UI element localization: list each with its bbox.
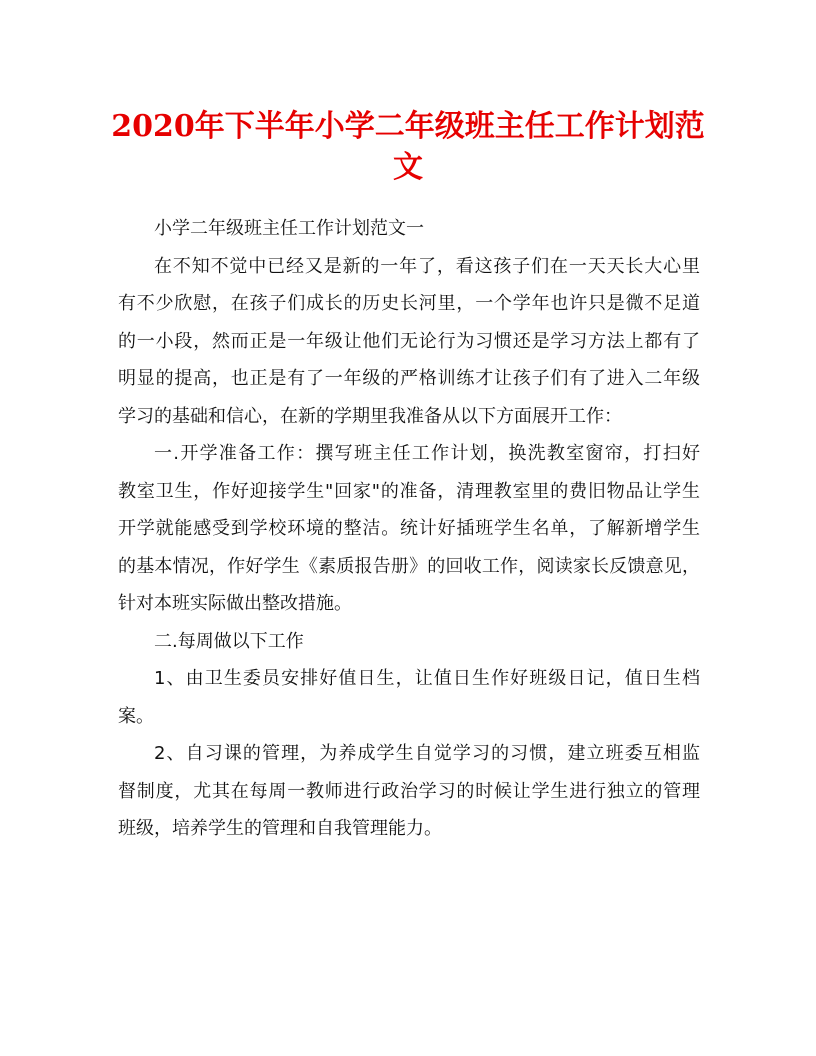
text-line: 班级，培养学生的管理和自我管理能力。 bbox=[118, 818, 442, 839]
text-line: 的一小段，然而正是一年级让他们无论行为习惯还是学习方法上都有了 bbox=[118, 330, 700, 352]
text-line: 有不少欣慰，在孩子们成长的历史长河里，一个学年也许只是微不足道 bbox=[118, 293, 700, 314]
text-line: 在不知不觉中已经又是新的一年了，看这孩子们在一天天长大心里 bbox=[154, 255, 700, 277]
document-title-line-1: 2020年下半年小学二年级班主任工作计划范 bbox=[111, 109, 705, 144]
paragraph-item-2 bbox=[118, 735, 700, 848]
paragraph-item-1 bbox=[118, 660, 700, 735]
paragraph-section-1 bbox=[118, 435, 700, 623]
text-line: 案。 bbox=[118, 705, 154, 727]
text-line: 学习的基础和信心，在新的学期里我准备从以下方面展开工作： bbox=[118, 405, 622, 427]
text-line: 2、自习课的管理，为养成学生自觉学习的习惯，建立班委互相监 bbox=[154, 743, 700, 764]
document-title-line-2: 文 bbox=[393, 150, 423, 185]
text-line: 明显的提高，也正是有了一年级的严格训练才让孩子们有了进入二年级 bbox=[118, 368, 700, 389]
text-line: 小学二年级班主任工作计划范文一 bbox=[154, 218, 424, 239]
text-line: 教室卫生，作好迎接学生"回家"的准备，清理教室里的费旧物品让学生 bbox=[118, 480, 700, 502]
paragraph-intro bbox=[118, 248, 700, 436]
paragraph-subtitle bbox=[118, 210, 700, 248]
text-line: 督制度，尤其在每周一教师进行政治学习的时候让学生进行独立的管理 bbox=[118, 780, 700, 802]
text-line: 开学就能感受到学校环境的整洁。统计好插班学生名单，了解新增学生 bbox=[118, 518, 700, 539]
document-body bbox=[118, 210, 700, 848]
text-line: 1、由卫生委员安排好值日生，让值日生作好班级日记，值日生档 bbox=[154, 668, 700, 689]
text-line: 一.开学准备工作：撰写班主任工作计划，换洗教室窗帘，打扫好 bbox=[154, 443, 700, 464]
paragraph-section-2-heading bbox=[118, 623, 700, 661]
text-line: 二.每周做以下工作 bbox=[154, 630, 304, 652]
text-line: 的基本情况，作好学生《素质报告册》的回收工作，阅读家长反馈意见， bbox=[118, 555, 700, 577]
text-line: 针对本班实际做出整改措施。 bbox=[118, 593, 352, 614]
